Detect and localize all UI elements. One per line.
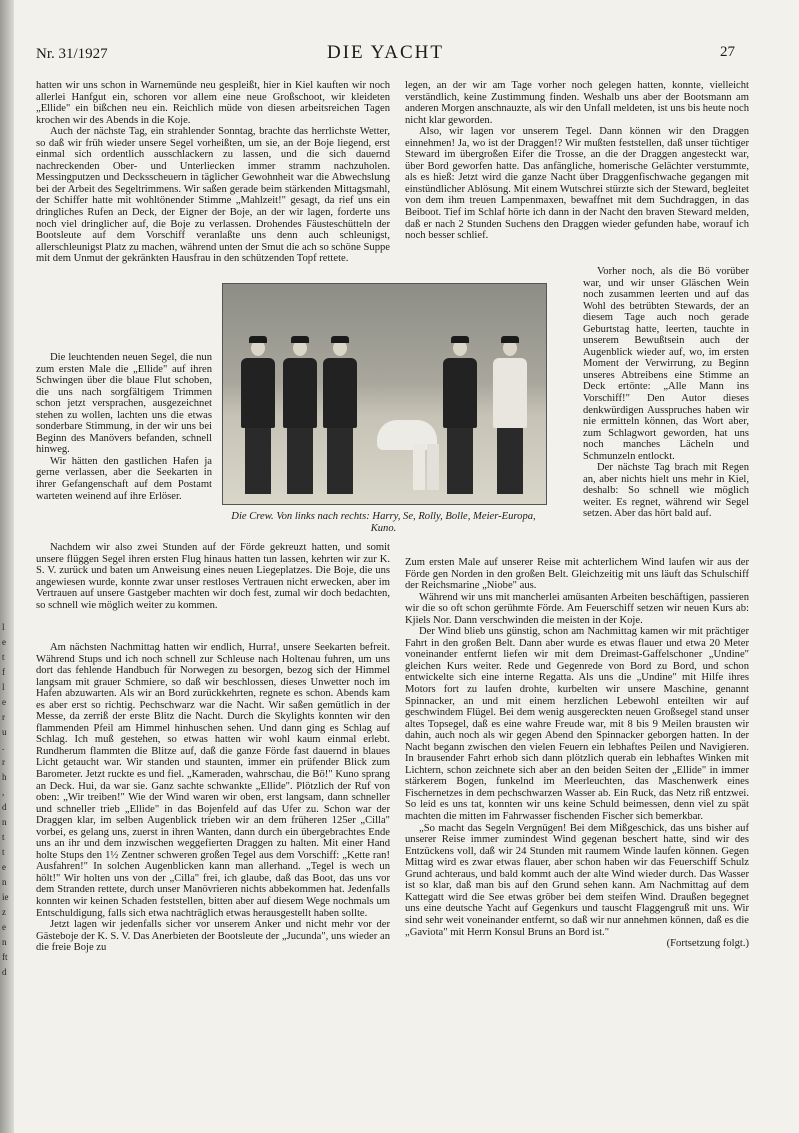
paragraph: Jetzt lagen wir jedenfalls sicher vor unserem Anker und nicht mehr vor der Gästeboje der K. S. V. Das Anerbieten der Bootsleute der „Jucunda", uns wieder an die freie Boje zu (36, 919, 390, 954)
left-column-bottom (36, 642, 390, 954)
paragraph: „So macht das Segeln Vergnügen! Bei dem Mißgeschick, das uns bisher auf unserer Reise immer zumindest Wind gegenan beschert hatte, sind wir des Entzückens voll, daß wir 24 Stunden mit raumem Winde laufen können. Gegen Mittag wird es zwar etwas flauer, aber schon haben wir das Feuerschiff Schulz Grund achteraus, und bald kommt auch der alte Wind wieder durch. Das Wasser ist so klar, daß man bis auf den Grund sehen kann. Am Nachmittag auf dem Kattegatt wird die See etwas gröber bei dem steifen Wind. Draußen begegnet uns eine deutsche Yacht auf Gegenkurs und tauscht Flaggengruß mit uns. Wir sind sehr weit voneinander entfernt, so daß wir nur annehmen können, daß es die „Gaviota" mit Herrn Konsul Bruns an Bord ist." (405, 822, 749, 938)
crew-member-bending-figure (373, 420, 443, 490)
crew-member-figure (241, 336, 275, 494)
paragraph: Während wir uns mit mancherlei amüsanten Arbeiten beschäftigen, passieren wir die so oft schon gerühmte Förde. Am Feuerschiff setzen wir neuen Kurs ab: Kjiels Nor. Dann verschwinden die meisten in der Koje. (405, 591, 749, 626)
paragraph: Die leuchtenden neuen Segel, die nun zum ersten Male die „Ellide" auf ihren Schwingen über die blaue Flut schoben, die uns nach sorgfältigem Trimmen schon jetzt versprachen, ausgezeichnet stehen zu wollen, lachten uns die etwas sonderbare Stimmung, in der wir uns bei Beginn des Manövers befanden, schnell hinweg. (36, 352, 212, 456)
page-number: 27 (720, 44, 735, 60)
paragraph: Nachdem wir also zwei Stunden auf der Förde gekreuzt hatten, und somit unsere flüggen Segel ihren ersten Flug hinaus hatten tun lassen, kehrten wir zur K. S. V. zurück und baten um Anweisung eines neuen Liegeplatzes. Die Boje, die uns angewiesen wurde, konnte zwar unser restloses Vertrauen nicht erwecken, aber im Vertrauen auf unsere Gastgeber machten wir doch fest, zumal wir doch bedachten, so schnell wie möglich weiter zu kommen. (36, 542, 390, 611)
crew-member-figure (443, 336, 477, 494)
paragraph: Vorher noch, als die Bö vorüber war, und wir unser Gläschen Wein noch zusammen leerten und auf das Wohl des betrübten Stewards, der an diesem Tage auch noch gerade Geburtstag hatte, leerten, tauchte in unserem Bewußtsein auch der Augenblick wieder auf, wo, im ersten Moment der Verwirrung, zu Beginn unseres Abtreibens eine Stimme an Deck ertönte: „Alle Mann ins Vorschiff!" Den Autor dieses denkwürdigen Ausspruches haben wir nie ermitteln können, das Wort aber, zum Schlagwort geworden, hat uns noch manches Lächeln und Schmunzeln entlockt. (583, 266, 749, 462)
paragraph: Am nächsten Nachmittag hatten wir endlich, Hurra!, unsere Seekarten befreit. Während Stups und ich noch schnell zur Schleuse nach Holtenau fuhren, um uns dort das fehlende Handbuch für Norwegen zu besorgen, bezog sich der Himmel langsam mit grauer Schmiere, so daß wir beschlossen, dieses Unwetter noch im Hafen abzuwarten. Als wir an Bord zurückkehrten, regnete es schon. Abends kam es aber erst so richtig. Pechschwarz war die Nacht. Wir saßen gemütlich in der Messe, da zerriß der erste Blitz die Nacht. Durch die Skylights konnten wir den flammenden Pfeil am Himmel hinhuschen sehen. Und dann ging es Schlag auf Schlag. Ich muß gestehen, so etwas hatten wir wohl kaum einmal erlebt. Rundherum flammten die Blitze auf, daß die ganze Förde fast dauernd in blaues Licht getaucht war. Wir standen und staunten, immer ein prüfender Blick zum Barometer. Jetzt ruckte es und fiel. „Kameraden, wahrschau, die Bö!" Kuno sprang an Deck. Hui, da war sie. Ganz sachte schwankte „Ellide". Plötzlich der Ruf von oben: „Wir treiben!" Wie der Wind waren wir oben, erst langsam, dann schneller und schneller trieb „Ellide" in das Bojenfeld auf das Ufer zu. Schon war der Draggen klar, im selben Augenblick trieben wir an dem früheren 125er „Cilla" vorbei, es gelang uns, zuerst in ihren Wanten, dann durch ein übergebrachtes Ende uns an ihr und dem inzwischen weggefierten Draggen zu halten. Mit einer Hand holte Stups den 1½ Zentner schweren großen Tegel aus dem Vorschiff: „Kette ran! Ausfahren!" In solchen Augenblicken kann man allerhand. „Tegel is wech un hölt!" Wir holten uns von der „Cilla" frei, ich glaube, daß das Boot, das uns vor dem Stranden rettete, durch unser Manövrieren nichts abbekommen hat. Jedenfalls konnten wir keinen Schaden feststellen, bitten aber auf diesem Wege nochmals um Entschuldigung, falls sich etwa nachträglich etwas herausgestellt haben sollte. (36, 642, 390, 919)
issue-number: Nr. 31/1927 (36, 46, 108, 62)
crew-member-figure (283, 336, 317, 494)
page-edge (0, 0, 14, 1133)
right-column-narrow (583, 266, 749, 520)
left-column-narrow (36, 352, 212, 502)
photo-caption: Die Crew. Von links nach rechts: Harry, Se, Rolly, Bolle, Meier-Europa, Kuno. (231, 511, 536, 534)
paragraph: Wir hätten den gastlichen Hafen ja gerne verlassen, aber die Seekarten in ihrer Gefangenschaft auf dem Postamt warteten weinend auf ihre Erlöser. (36, 455, 212, 502)
crew-member-figure (493, 336, 527, 494)
left-column-mid (36, 542, 390, 611)
margin-edge-letters: l e t f l e r u . r h , d n t t e n ie z e n ft d (2, 622, 9, 977)
crew-photo (222, 283, 547, 505)
paragraph: Auch der nächste Tag, ein strahlender Sonntag, brachte das herrlichste Wetter, so daß wir früh wieder unsere Segel vorheißten, um sie, an der Boje liegend, erst einmal sich ordentlich ausschlackern zu lassen, und die sich dauernd nachreckenden Ober- und Unterliecken immer stramm nachzuholen. Messingputzen und Decksscheuern in täglicher Gewohnheit war die Abwechslung bei der Arbeit des Segeltrimmens. Wir saßen gerade beim stärkenden Mittagsmahl, der Schiffer hatte mit wohltönender Stimme „Mahlzeit!" gesagt, da rief uns ein dringliches Rufen an Deck, der Eigner der Boje, an der wir lagen, forderte uns noch viel dringlicher auf, die Boje zu verlassen. Drohendes Fäusteschütteln der Bootsleute auf dem Vorschiff veranlaßte uns denn auch schleunigst, allerschleunigst Platz zu machen, während unten der Smut die ach so schöne Suppe mit dem Unmut der gekränkten Hausfrau in den schützenden Topf rettete. (36, 126, 390, 265)
paragraph: legen, an der wir am Tage vorher noch gelegen hatten, konnte, vielleicht verständlich, keine Zustimmung finden. Weshalb uns aber der Bootsmann am anderen Morgen anschnauzte, als wir den Unfall meldeten, ist uns bis heute noch nicht klar geworden. (405, 80, 749, 126)
paragraph: hatten wir uns schon in Warnemünde neu gespleißt, hier in Kiel kauften wir noch allerlei Hanfgut ein, schoren vor allem eine neue Großschoot, wir kleideten „Ellide" ein bißchen neu ein. Reichlich müde von diesen arbeitsreichen Tagen krochen wir des Abends in die Koje. (36, 80, 390, 126)
paragraph: Der nächste Tag brach mit Regen an, aber nichts hielt uns mehr in Kiel, deshalb: So schnell wie möglich weiter. Es regnet, während wir Segel setzen. Aber das hört bald auf. (583, 462, 749, 520)
page-header (36, 42, 735, 64)
crew-member-figure (323, 336, 357, 494)
paragraph: Also, wir lagen vor unserem Tegel. Dann können wir den Draggen einnehmen! Ja, wo ist der Draggen!? Wir mußten feststellen, daß unser tüchtiger Steward im übergroßen Eifer die Trosse, an die der Draggen angesteckt war, über Bord geworfen hatte. Das anfängliche, homerische Gelächter verstummte, als es hieß: Jetzt wird die ganze Nacht über Draggenfischwache gegangen mit einstündlicher Ablösung. Mit einem Wutschrei stürzte sich der Steward, begleitet von dem ihm treuen Lampenmaxen, bewaffnet mit dem Suchdraggen, in das Beiboot. Tief im Schlaf hörte ich dann in der Nacht den braven Steward melden, daß er nach 2 Stunden Suchens den Draggen wieder gefunden habe, worauf ich noch besser schlief. (405, 126, 749, 242)
magazine-title: DIE YACHT (326, 42, 445, 63)
continuation-note: (Fortsetzung folgt.) (666, 938, 749, 950)
right-column-top (405, 80, 749, 242)
right-column-bottom (405, 557, 749, 950)
crew-photo-block (222, 283, 545, 535)
paragraph: Zum ersten Male auf unserer Reise mit achterlichem Wind laufen wir aus der Förde gen Norden in den großen Belt. Gleichzeitig mit uns läuft das Schulschiff der Reichsmarine „Niobe" aus. (405, 557, 749, 592)
paragraph: Der Wind blieb uns günstig, schon am Nachmittag kamen wir mit prächtiger Fahrt in den großen Belt. Dann aber wurde es etwas flauer und etwa 20 Meter voneinander entfernt liefen wir mit dem Dreimast-Gaffelschoner „Undine" gleichen Kurs weiter. Rede und Gegenrede von Bord zu Bord, und schon entwickelte sich eine interne Regatta. Als uns die „Undine" mit Hilfe ihres Motors fort zu laufen drohte, kurbelten wir unsere Maschine, genannt Spinnacker, an und mit einem herzlichen Lebewohl enteilten wir auf geschwindem Flügel. Bei dem wenig ausgereckten neuen Großsegel stand unser altes Topsegel, daß es eine wahre Freude war, mit 8 bis 9 Meilen brausten wir dahin, auch noch als wir gegen Abend den Spinnacker geborgen hatten. In der Nacht begann zwischen den vielen Feuern ein lebhaftes Peilen und Navigieren. In brausender Fahrt erhob sich dann plötzlich querab ein lebhaftes Winken mit Lichtern, schon zeichnete sich aber an den beiden Seiten der „Ellide" in immer stärkerem Bogen, funkelnd im Meerleuchten, das Maschenwerk eines Fischernetzes in dem pechschwarzen Wasser ab. Ein Ruck, das Netz riß entzwei. So leid es uns tat, konnten wir uns keine Schuld beimessen, denn viel zu spät machten die mitten im Fahrwasser fischenden Fischer sich bemerkbar. (405, 626, 749, 823)
left-column-top (36, 80, 390, 265)
